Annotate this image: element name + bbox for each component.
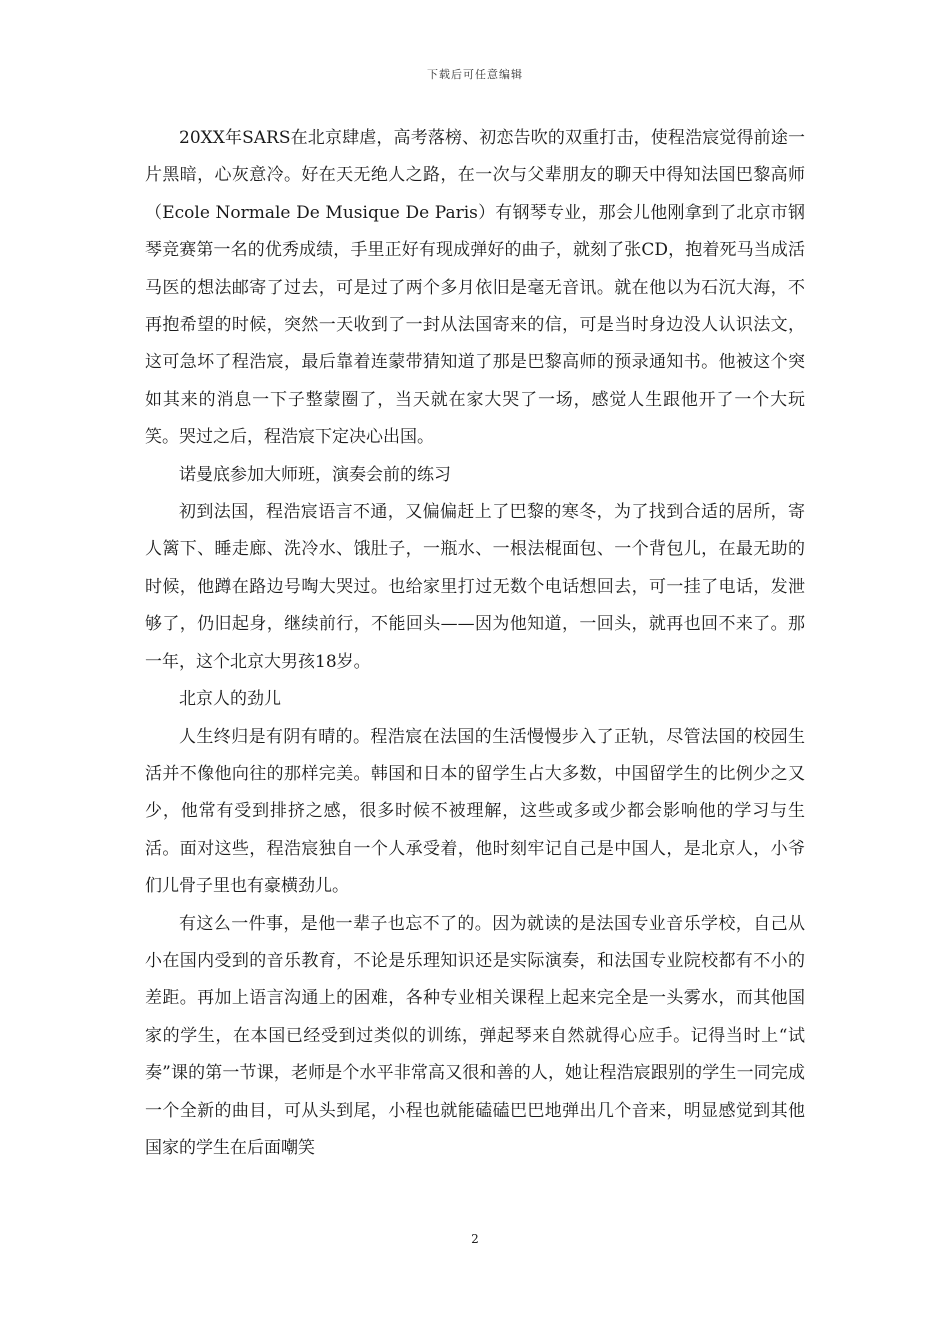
paragraph-2: 初到法国，程浩宸语言不通，又偏偏赶上了巴黎的寒冬，为了找到合适的居所，寄人篱下、睡走廊、洗冷水、饿肚子，一瓶水、一根法棍面包、一个背包儿，在最无助的时候，他蹲在路边号啕大哭过。也给家里打过无数个电话想回去，可一挂了电话，发泄够了，仍旧起身，继续前行，不能回头——因为他知道，一回头，就再也回不来了。那一年，这个北京大男孩18岁。 xyxy=(145,502,805,672)
page-number: 2 xyxy=(471,1232,479,1246)
document-body xyxy=(145,120,805,1167)
paragraph-3: 人生终归是有阴有晴的。程浩宸在法国的生活慢慢步入了正轨，尽管法国的校园生活并不像他向往的那样完美。韩国和日本的留学生占大多数，中国留学生的比例少之又少，他常有受到排挤之感，很多时候不被理解，这些或多或少都会影响他的学习与生活。面对这些，程浩宸独自一个人承受着，他时刻牢记自己是中国人，是北京人，小爷们儿骨子里也有豪横劲儿。 xyxy=(145,726,805,897)
section-heading-beijing: 北京人的劲儿 xyxy=(179,689,281,710)
paragraph-4: 有这么一件事，是他一辈子也忘不了的。因为就读的是法国专业音乐学校，自己从小在国内受到的音乐教育，不论是乐理知识还是实际演奏，和法国专业院校都有不小的差距。再加上语言沟通上的困难，各种专业相关课程上起来完全是一头雾水，而其他国家的学生，在本国已经受到过类似的训练，弹起琴来自然就得心应手。记得当时上“试奏”课的第一节课，老师是个水平非常高又很和善的人，她让程浩宸跟别的学生一同完成一个全新的曲目，可从头到尾，小程也就能磕磕巴巴地弹出几个音来，明显感觉到其他国家的学生在后面嘲笑 xyxy=(145,913,805,1158)
section-heading-normandy: 诺曼底参加大师班，演奏会前的练习 xyxy=(179,464,451,485)
page-header: 下载后可任意编辑 xyxy=(427,68,523,81)
paragraph-1: 20XX年SARS在北京肆虐，高考落榜、初恋告吹的双重打击，使程浩宸觉得前途一片黑暗，心灰意冷。好在天无绝人之路，在一次与父辈朋友的聊天中得知法国巴黎高师（Ecole Normale De Musique De Paris）有钢琴专业，那会儿他刚拿到了北京市钢琴竞赛第一名的优秀成绩，手里正好有现成弹好的曲子，就刻了张CD，抱着死马当成活马医的想法邮寄了过去，可是过了两个多月依旧是毫无音讯。就在他以为石沉大海，不再抱希望的时候，突然一天收到了一封从法国寄来的信，可是当时身边没人认识法文，这可急坏了程浩宸，最后靠着连蒙带猜知道了那是巴黎高师的预录通知书。他被这个突如其来的消息一下子整蒙圈了，当天就在家大哭了一场，感觉人生跟他开了一个大玩笑。哭过之后，程浩宸下定决心出国。 xyxy=(145,128,805,448)
